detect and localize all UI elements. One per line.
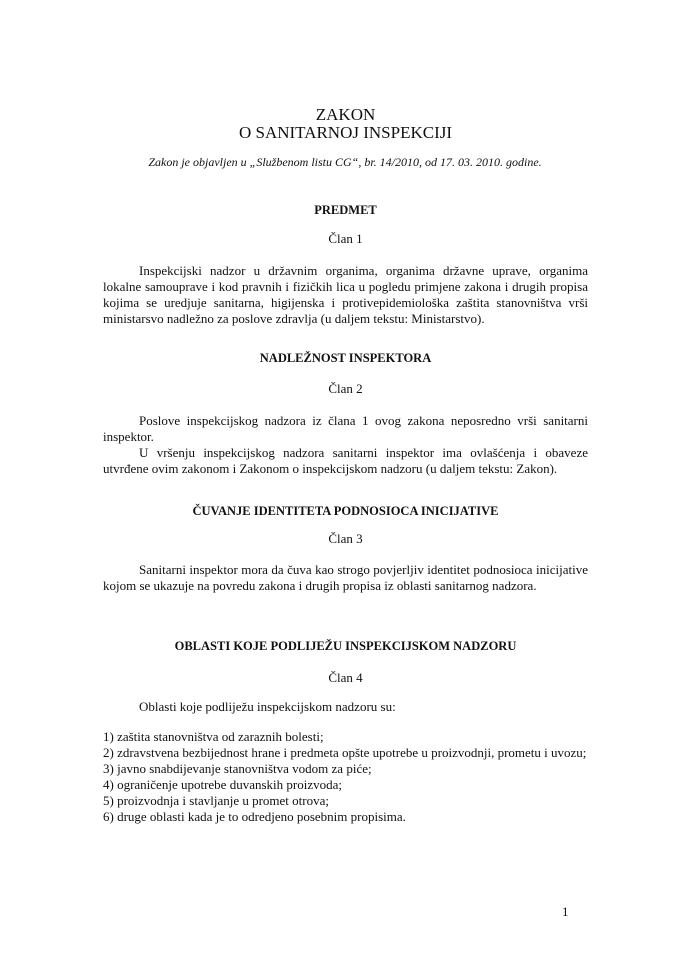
article-number: Član 2 bbox=[328, 381, 363, 396]
section-heading: OBLASTI KOJE PODLIJEŽU INSPEKCIJSKOM NADZORU bbox=[174, 639, 517, 653]
list-item: 4) ograničenje upotrebe duvanskih proizvoda; bbox=[103, 777, 342, 792]
list-item: 3) javno snabdijevanje stanovništva vodom za piće; bbox=[103, 761, 372, 776]
paragraph: Sanitarni inspektor mora da čuva kao strogo povjerljiv identitet podnosioca inicijative kojom se ukazuje na povredu zakona i drugih propisa iz oblasti sanitarnog nadzora. bbox=[103, 562, 588, 593]
paragraph: Poslove inspekcijskog nadzora iz člana 1 ovog zakona neposredno vrši sanitarni inspektor. U vršenju inspekcijskog nadzora sanitarni inspektor ima ovlašćenja i obaveze utvrđene ovim zakonom i Zakonom o inspekcijskom nadzoru (u daljem tekstu: Zakon). bbox=[103, 413, 588, 476]
publication-note: Zakon je objavljen u „Službenom listu CG“, br. 14/2010, od 17. 03. 2010. godine. bbox=[148, 155, 542, 169]
list-item: 6) druge oblasti kada je to odredjeno posebnim propisima. bbox=[103, 809, 406, 824]
title-line: ZAKON bbox=[315, 105, 376, 124]
paragraph: Oblasti koje podliježu inspekcijskom nadzoru su: bbox=[139, 699, 396, 714]
article-number: Član 4 bbox=[328, 670, 363, 685]
page-number: 1 bbox=[562, 904, 569, 919]
article-number: Član 3 bbox=[328, 531, 363, 546]
document-title bbox=[103, 106, 588, 142]
section-heading: PREDMET bbox=[314, 203, 377, 217]
list bbox=[103, 729, 588, 825]
title-line: O SANITARNOJ INSPEKCIJI bbox=[238, 123, 453, 142]
article-number: Član 1 bbox=[328, 231, 363, 246]
section-heading: NADLEŽNOST INSPEKTORA bbox=[259, 351, 432, 365]
list-item: 2) zdravstvena bezbijednost hrane i predmeta opšte upotrebe u proizvodnji, prometu i uvozu; bbox=[103, 745, 587, 760]
list-item: 5) proizvodnja i stavljanje u promet otrova; bbox=[103, 793, 329, 808]
section-heading: ČUVANJE IDENTITETA PODNOSIOCA INICIJATIVE bbox=[192, 504, 499, 518]
list-item: 1) zaštita stanovništva od zaraznih bolesti; bbox=[103, 729, 324, 744]
paragraph: Inspekcijski nadzor u državnim organima, organima državne uprave, organima lokalne samouprave i kod pravnih i fizičkih lica u pogledu primjene zakona i drugih propisa kojima se uredjuje sanitarna, higijenska i protivepidemiološka zaštita stanovništva vrši ministarsvo nadležno za poslove zdravlja (u daljem tekstu: Ministarstvo). bbox=[103, 263, 588, 326]
